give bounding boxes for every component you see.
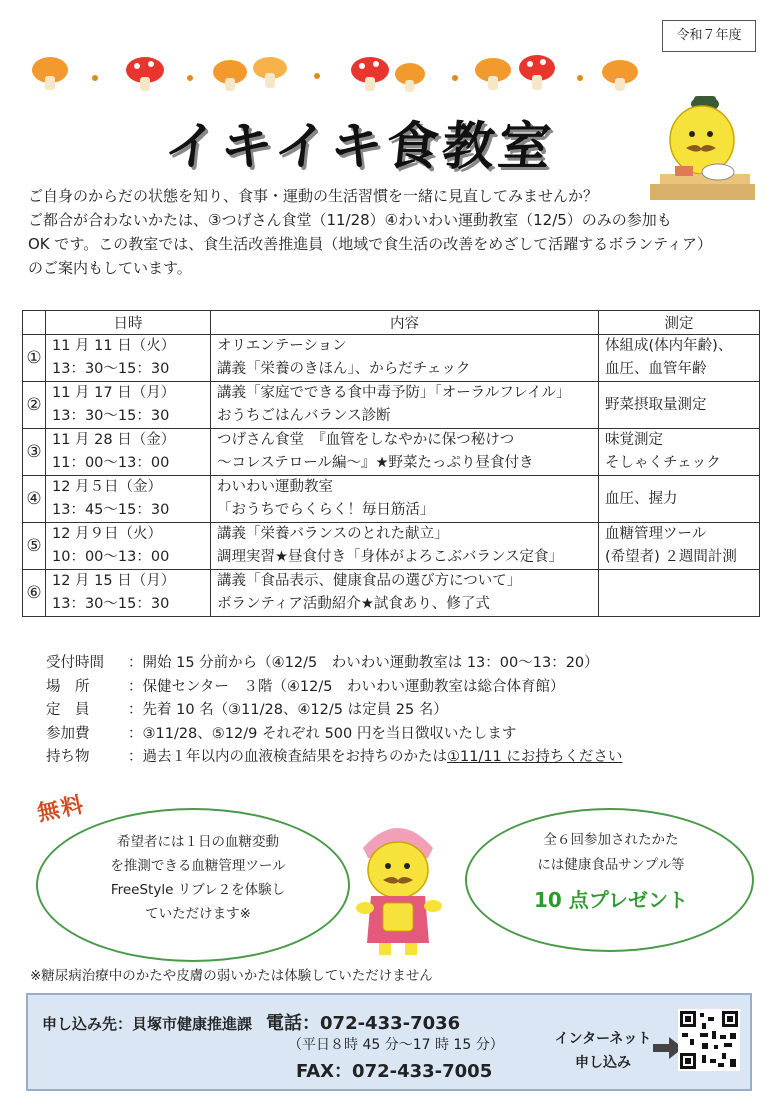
content-line: 講義「栄養のきほん」、からだチェック (217, 361, 471, 377)
session-date: 11 月 11 日（火） (52, 338, 176, 354)
measure-line: そしゃくチェック (605, 455, 721, 471)
info-value-underlined: ①11/11 にお持ちください (447, 749, 623, 765)
present-text: 10 点プレゼント (534, 888, 688, 912)
session-datetime (46, 429, 211, 476)
bubble-line: を推測できる血糖管理ツール (110, 858, 286, 874)
internet-apply-line: 申し込み (575, 1055, 631, 1071)
info-value: ：保健センター ３階（④12/5 わいわい運動教室は総合体育館） (128, 678, 565, 695)
intro-line: ご都合が合わないかたは、③つげさん食堂（11/28）④わいわい運動教室（12/5）のみの参加も (28, 211, 672, 229)
content-line: 講義「食品表示、健康食品の選び方について」 (217, 573, 522, 589)
content-line: 調理実習★昼食付き「身体がよろこぶバランス定食」 (217, 549, 564, 565)
session-date: 12 月５日（金） (52, 479, 163, 495)
content-line: わいわい運動教室 (217, 479, 333, 495)
bubble-line: 全６回参加されたかた (543, 832, 679, 848)
session-content (211, 570, 599, 617)
measure-line: 体組成(体内年齢)、 (605, 338, 733, 354)
info-key: 持ち物 (46, 749, 90, 765)
content-line: 「おうちでらくらく！毎日筋活」 (217, 502, 435, 518)
info-key: 受付時間 (46, 655, 104, 671)
session-number: ④ (23, 476, 46, 523)
measure-line: 味覚測定 (605, 432, 663, 448)
session-number: ⑤ (23, 523, 46, 570)
fax-number: FAX：072-433-7005 (296, 1061, 493, 1082)
info-value: ：先着 10 名（③11/28、④12/5 は定員 25 名） (128, 702, 448, 718)
table-header-date: 日時 (46, 311, 211, 335)
session-measure (599, 429, 760, 476)
info-value: ：開始 15 分前から（④12/5 わいわい運動教室は 13：00～13：20） (128, 655, 599, 671)
free-label: 無料 (35, 792, 88, 827)
mushroom-icon (519, 55, 555, 90)
contact-label: 申し込み先：貝塚市健康推進課 (42, 1015, 253, 1033)
intro-line: のご案内もしています。 (28, 259, 192, 277)
present-bubble (465, 808, 754, 952)
session-number: ③ (23, 429, 46, 476)
session-date: 11 月 28 日（金） (52, 432, 176, 448)
session-date: 12 月 15 日（月） (52, 573, 176, 589)
session-measure (599, 382, 760, 429)
content-line: ～コレステロール編～』★野菜たっぷり昼食付き (217, 455, 534, 471)
session-number: ① (23, 335, 46, 382)
session-content (211, 476, 599, 523)
table-header-row (23, 311, 760, 335)
table-header-content: 内容 (211, 311, 599, 335)
mushroom-icon (126, 57, 164, 91)
info-value: ：③11/28、⑤12/9 それぞれ 500 円を当日徴収いたします (128, 725, 517, 742)
session-content (211, 335, 599, 382)
info-row (46, 699, 746, 723)
table-row (23, 335, 760, 382)
intro-line: OK です。この教室では、食生活改善推進員（地域で食生活の改善をめざして活躍するボランティア） (28, 235, 713, 253)
info-value: ：過去１年以内の血液検査結果をお持ちのかたは (128, 749, 447, 765)
table-header-measure: 測定 (599, 311, 760, 335)
session-datetime (46, 570, 211, 617)
mushroom-icon (475, 58, 511, 90)
session-time: 11：00～13：00 (52, 455, 170, 471)
measure-line: 血糖管理ツール (605, 526, 707, 542)
info-key: 参加費 (46, 725, 90, 742)
session-number: ② (23, 382, 46, 429)
mushroom-icon (32, 57, 68, 90)
session-content (211, 429, 599, 476)
info-row (46, 676, 746, 700)
session-content (211, 523, 599, 570)
session-time: 13：45～15：30 (52, 502, 170, 518)
bubble-line: FreeStyle リブレ２を体験し (110, 882, 286, 898)
schedule-table (22, 310, 760, 617)
session-number: ⑥ (23, 570, 46, 617)
session-time: 13：30～15：30 (52, 408, 170, 424)
measure-line: 血圧、血管年齢 (605, 361, 707, 377)
event-info (46, 652, 746, 770)
table-row (23, 429, 760, 476)
mushroom-icon (351, 57, 389, 91)
content-line: 講義「家庭でできる食中毒予防」「オーラルフレイル」 (217, 385, 571, 401)
content-line: おうちごはんバランス診断 (217, 408, 391, 424)
internet-apply-label (553, 1027, 653, 1075)
measure-line: 血圧、握力 (605, 490, 678, 507)
table-row (23, 476, 760, 523)
mushroom-icon (253, 57, 287, 88)
content-line: 講義「栄養バランスのとれた献立」 (217, 526, 449, 542)
contact-line (42, 1009, 460, 1035)
session-date: 11 月 17 日（月） (52, 385, 176, 401)
session-datetime (46, 335, 211, 382)
bubble-line: には健康食品サンプル等 (537, 857, 685, 873)
info-key: 場 所 (46, 678, 90, 695)
table-row (23, 570, 760, 617)
office-hours: （平日８時 45 分～17 時 15 分） (288, 1037, 504, 1053)
table-row (23, 523, 760, 570)
content-line: つげさん食堂 『血管をしなやかに保つ秘けつ (217, 432, 515, 448)
session-time: 13：30～15：30 (52, 361, 170, 377)
session-datetime (46, 476, 211, 523)
qr-code-icon[interactable] (678, 1009, 740, 1071)
table-header-num (23, 311, 46, 335)
mushroom-icon (213, 60, 247, 91)
mascot-cook-icon (343, 808, 453, 958)
session-date: 12 月９日（火） (52, 526, 163, 542)
year-badge: 令和７年度 (662, 20, 756, 52)
contact-box (26, 993, 752, 1091)
internet-apply-line: インターネット (554, 1031, 652, 1047)
measure-line: 野菜摂取量測定 (605, 396, 707, 413)
intro-line: ご自身のからだの状態を知り、食事・運動の生活習慣を一緒に見直してみませんか？ (28, 187, 599, 205)
session-measure (599, 570, 760, 617)
page-title: イキイキ食教室 (161, 117, 558, 177)
bubble-line: ていただけます※ (145, 906, 251, 922)
info-row (46, 723, 746, 747)
bubble-line: 希望者には１日の血糖変動 (117, 834, 279, 850)
measure-line: (希望者) ２週間計測 (605, 549, 737, 565)
session-content (211, 382, 599, 429)
content-line: ボランティア活動紹介★試食あり、修了式 (217, 596, 490, 612)
glucose-tool-bubble (36, 808, 350, 962)
phone-number[interactable]: 電話：072-433-7036 (266, 1013, 461, 1034)
footnote: ※糖尿病治療中のかたや皮膚の弱いかたは体験していただけません (30, 968, 433, 984)
mushroom-icon (395, 63, 425, 92)
session-datetime (46, 523, 211, 570)
session-measure (599, 335, 760, 382)
info-row (46, 652, 746, 676)
table-row (23, 382, 760, 429)
session-measure (599, 523, 760, 570)
session-datetime (46, 382, 211, 429)
intro-text (28, 184, 763, 280)
mushroom-icon (602, 60, 638, 91)
session-measure (599, 476, 760, 523)
session-time: 13：30～15：30 (52, 596, 170, 612)
content-line: オリエンテーション (217, 338, 347, 354)
mushroom-decoration (25, 48, 645, 96)
session-time: 10：00～13：00 (52, 549, 170, 565)
info-key: 定 員 (46, 702, 90, 718)
info-row (46, 746, 746, 770)
